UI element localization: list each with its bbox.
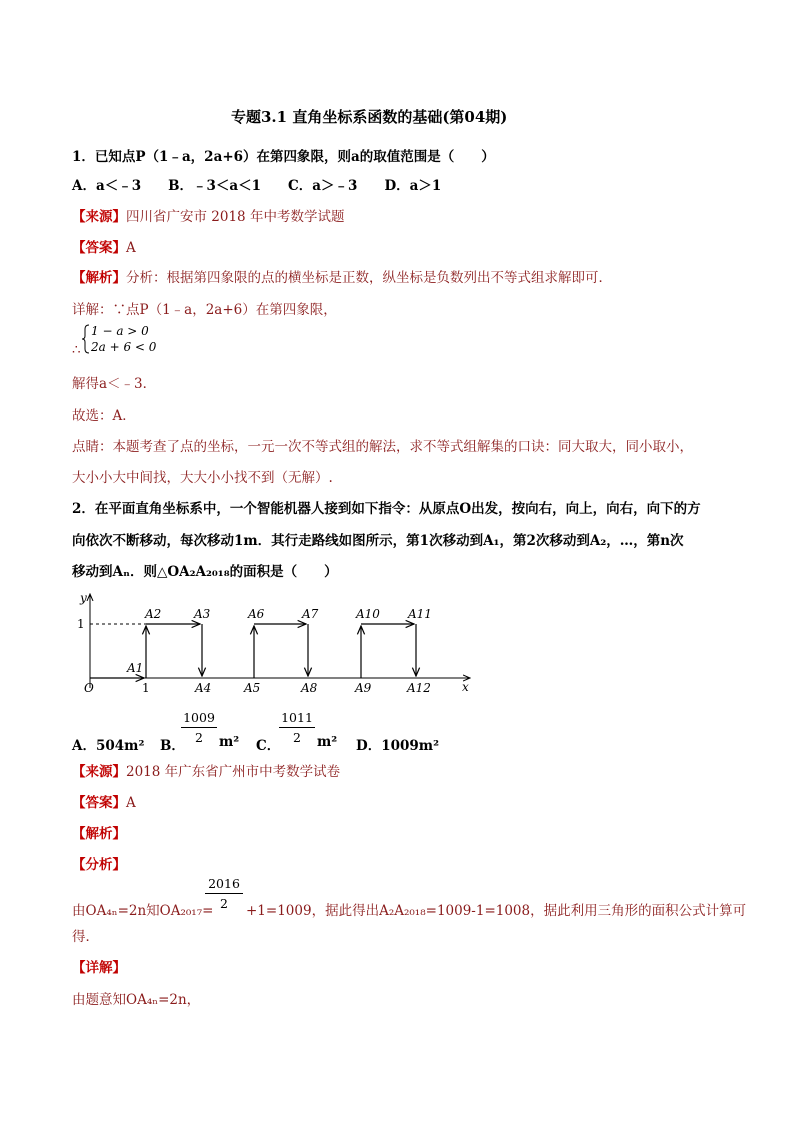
label-a10: A10 xyxy=(356,607,380,621)
q2-fenxi-suffix: +1=1009，据此得出A₂A₂₀₁₈=1009-1=1008，据此利用三角形的面积公式计算可 xyxy=(246,903,747,919)
q2-analysis-tag: 【解析】 xyxy=(72,826,126,842)
q2-source-row xyxy=(72,760,340,780)
q2-option-d: D．1009m² xyxy=(356,738,439,754)
q2-option-a: A．504m² xyxy=(72,738,145,754)
y-axis-label: y xyxy=(80,591,87,605)
tick-x-1: 1 xyxy=(142,681,150,695)
origin-label: O xyxy=(84,681,94,695)
label-a11: A11 xyxy=(408,607,432,621)
label-a2: A2 xyxy=(145,607,162,621)
q2-stem-line3: 移动到Aₙ．则△OA₂A₂₀₁₈的面积是（ ） xyxy=(72,564,338,580)
q1-solve: 解得a＜﹣3． xyxy=(72,376,157,392)
q1-detail: 详解：∵点P（1﹣a，2a+6）在第四象限， xyxy=(72,302,337,318)
q2-stem-line1: 2．在平面直角坐标系中，一个智能机器人接到如下指令：从原点O出发，按向右，向上，向右，向下的方 xyxy=(72,501,701,517)
label-a12: A12 xyxy=(407,681,431,695)
source-text: 2018 年广东省广州市中考数学试卷 xyxy=(126,764,341,780)
q1-choose: 故选：A． xyxy=(72,408,136,424)
source-tag: 【来源】 xyxy=(72,209,126,225)
q2-answer-row xyxy=(72,791,136,811)
q1-options: A．a＜﹣3 B．﹣3＜a＜1 C．a＞﹣3 D．a＞1 xyxy=(72,178,442,194)
q2-option-b-prefix: B． xyxy=(160,738,185,754)
q2-option-c-unit: m² xyxy=(317,734,338,750)
label-a4: A4 xyxy=(195,681,212,695)
system-brace xyxy=(82,324,90,354)
fraction-bar xyxy=(205,893,243,894)
q2-option-c-prefix: C． xyxy=(256,738,281,754)
q1-answer-row xyxy=(72,236,136,256)
analysis-tag: 【解析】 xyxy=(72,270,126,286)
q1-analysis-row xyxy=(72,266,612,286)
therefore-symbol: ∴ xyxy=(72,342,81,358)
q2-fenxi-tag: 【分析】 xyxy=(72,857,126,873)
fraction-bar xyxy=(181,727,217,728)
source-tag: 【来源】 xyxy=(72,764,126,780)
fraction-numerator: 1011 xyxy=(281,710,313,725)
label-a7: A7 xyxy=(302,607,319,621)
q2-xiangjie-tag: 【详解】 xyxy=(72,960,126,976)
label-a8: A8 xyxy=(301,681,318,695)
fraction-numerator: 2016 xyxy=(208,876,240,891)
label-a3: A3 xyxy=(194,607,211,621)
q2-option-b-fraction xyxy=(181,710,217,745)
fraction-bar xyxy=(279,727,315,728)
tick-y-1: 1 xyxy=(77,617,85,631)
label-a6: A6 xyxy=(248,607,265,621)
q2-option-c-fraction xyxy=(279,710,315,745)
fraction-denominator: 2 xyxy=(195,730,203,745)
fraction-numerator: 1009 xyxy=(183,710,215,725)
fraction-denominator: 2 xyxy=(220,896,228,911)
q2-fenxi-fraction xyxy=(205,876,243,911)
page-title: 专题3.1 直角坐标系函数的基础(第04期) xyxy=(231,108,508,126)
answer-text: A xyxy=(126,795,136,811)
q1-comment-line1: 点睛：本题考查了点的坐标，一元一次不等式组的解法，求不等式组解集的口诀：同大取大，同小取小， xyxy=(72,439,693,455)
q2-stem-line2: 向依次不断移动，每次移动1m．其行走路线如图所示，第1次移动到A₁，第2次移动到A₂，…，第n次 xyxy=(72,533,684,549)
answer-tag: 【答案】 xyxy=(72,240,126,256)
fraction-denominator: 2 xyxy=(293,730,301,745)
label-a9: A9 xyxy=(355,681,372,695)
answer-tag: 【答案】 xyxy=(72,795,126,811)
q1-comment-line2: 大小小大中间找，大大小小找不到（无解）. xyxy=(72,470,333,486)
inequality-1: 1 − a > 0 xyxy=(91,324,149,338)
q2-option-b-unit: m² xyxy=(219,734,240,750)
robot-path-figure xyxy=(72,588,482,696)
label-a1: A1 xyxy=(127,661,144,675)
q2-fenxi-prefix: 由OA₄ₙ=2n知OA₂₀₁₇= xyxy=(72,903,214,919)
label-a5: A5 xyxy=(244,681,261,695)
q1-source-row xyxy=(72,205,344,225)
q2-xiangjie-text: 由题意知OA₄ₙ=2n， xyxy=(72,992,201,1008)
x-axis-label: x xyxy=(462,680,469,694)
q2-fenxi-end: 得． xyxy=(72,929,99,945)
source-text: 四川省广安市 2018 年中考数学试题 xyxy=(126,209,345,225)
inequality-2: 2a + 6 < 0 xyxy=(91,340,157,354)
answer-text: A xyxy=(126,240,136,256)
analysis-text: 分析：根据第四象限的点的横坐标是正数，纵坐标是负数列出不等式组求解即可． xyxy=(126,270,612,286)
q1-stem: 1．已知点P（1﹣a，2a+6）在第四象限，则a的取值范围是（ ） xyxy=(72,149,495,165)
